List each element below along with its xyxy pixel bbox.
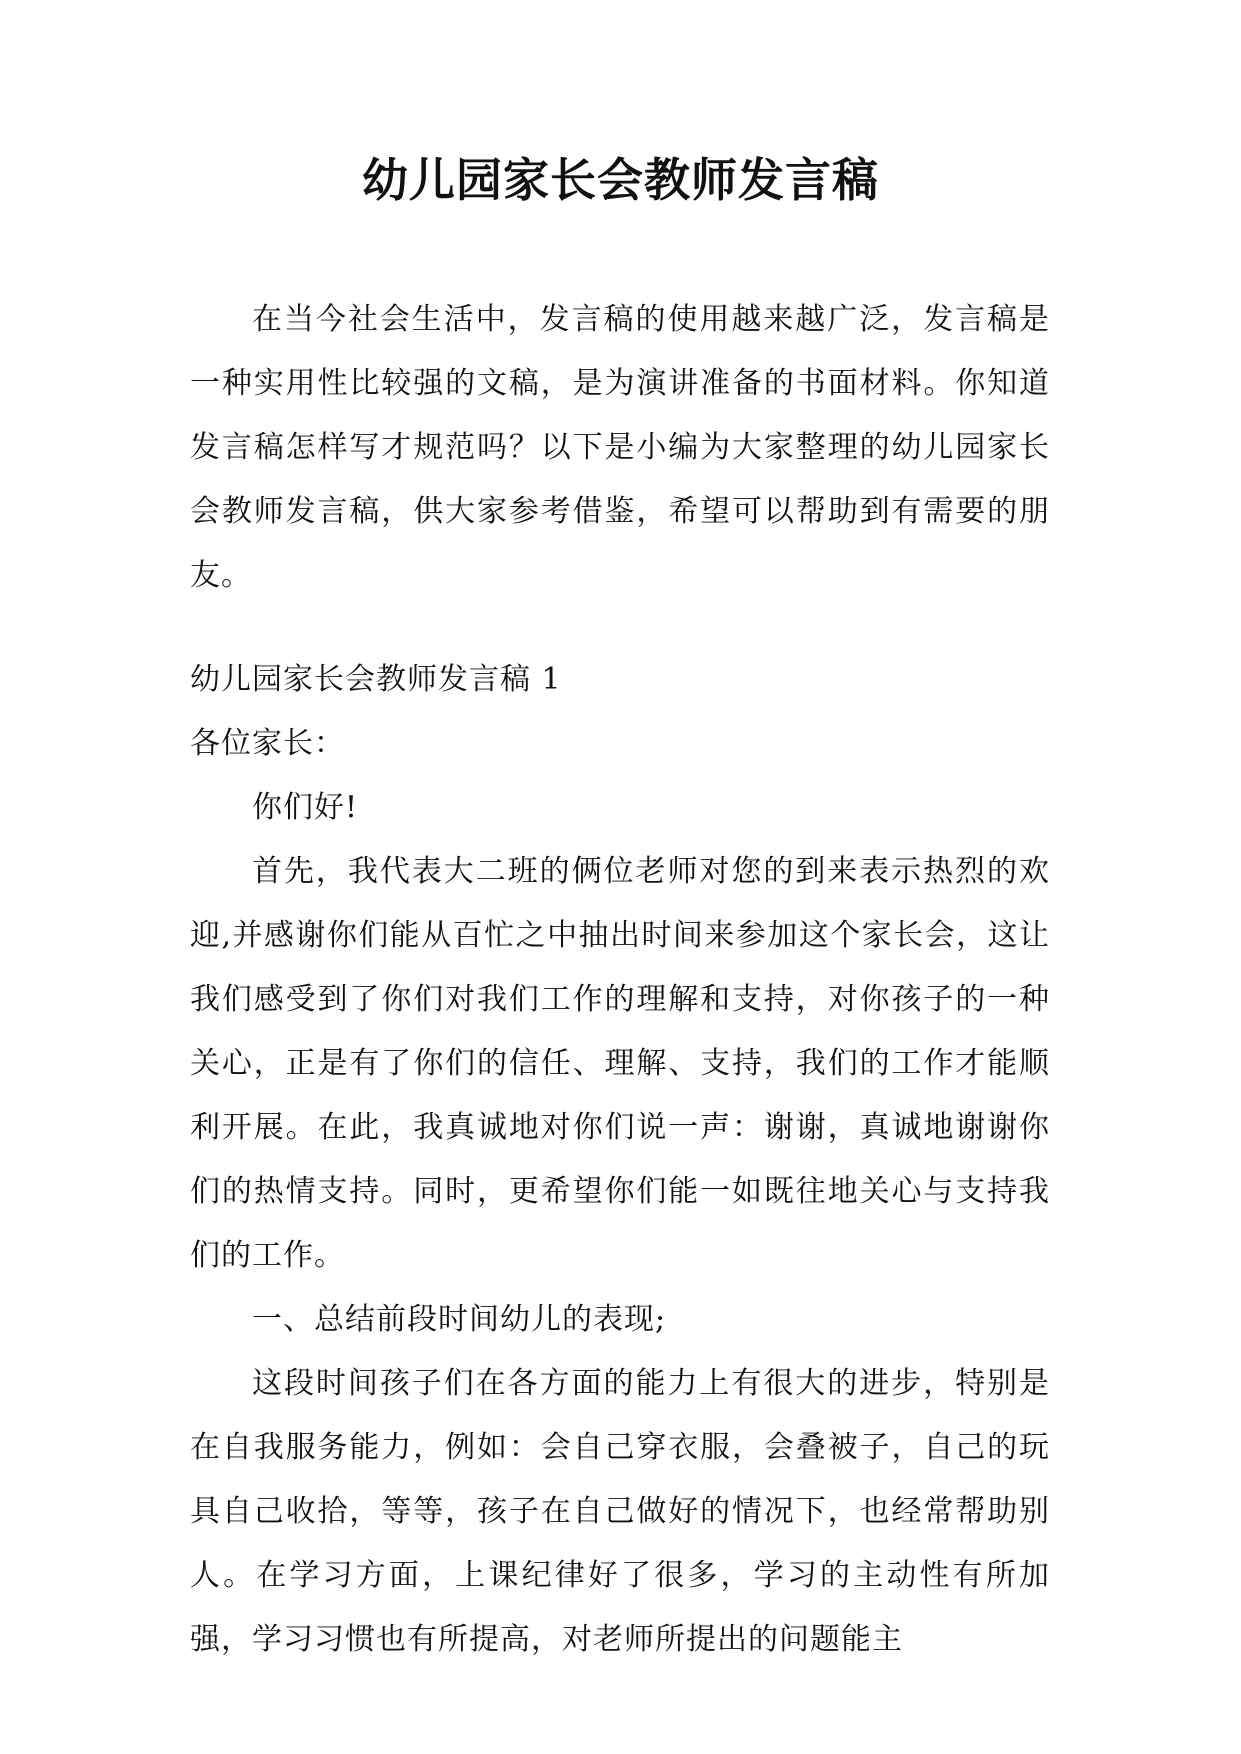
salutation: 各位家长： [190,726,345,761]
document-title: 幼儿园家长会教师发言稿 [362,153,879,207]
document-body [190,288,1050,1672]
point-heading-1: 一、总结前段时间幼儿的表现; [252,1302,667,1337]
section-heading: 幼儿园家长会教师发言稿 1 [190,662,562,697]
intro-paragraph: 在当今社会生活中，发言稿的使用越来越广泛，发言稿是一种实用性比较强的文稿，是为演讲准备的书面材料。你知道发言稿怎样写才规范吗？以下是小编为大家整理的幼儿园家长会教师发言稿，供大家参考借鉴，希望可以帮助到有需要的朋友。 [190,302,1050,593]
greeting: 你们好! [252,790,359,825]
body-paragraph-2: 这段时间孩子们在各方面的能力上有很大的进步，特别是在自我服务能力，例如：会自己穿衣服，会叠被子，自己的玩具自己收拾，等等，孩子在自己做好的情况下，也经常帮助别人。在学习方面，上课纪律好了很多，学习的主动性有所加强，学习习惯也有所提高，对老师所提出的问题能主 [190,1366,1050,1657]
body-paragraph-1: 首先，我代表大二班的俩位老师对您的到来表示热烈的欢迎,并感谢你们能从百忙之中抽出时间来参加这个家长会，这让我们感受到了你们对我们工作的理解和支持，对你孩子的一种关心，正是有了你们的信任、理解、支持，我们的工作才能顺利开展。在此，我真诚地对你们说一声：谢谢，真诚地谢谢你们的热情支持。同时，更希望你们能一如既往地关心与支持我们的工作。 [190,854,1050,1273]
